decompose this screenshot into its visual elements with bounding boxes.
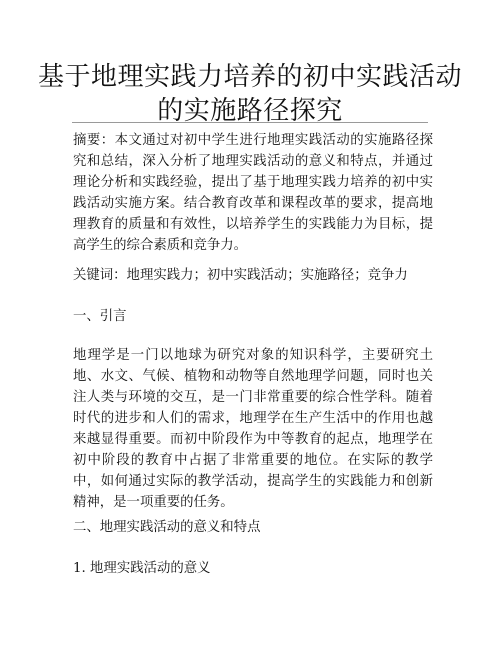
- introduction-paragraph: 地理学是一门以地球为研究对象的知识科学，主要研究土地、水文、气候、植物和动物等自然地理学问题，同时也关注人类与环境的交互，是一门非常重要的综合性学科。随着时代的进步和人们的需求，地理学在生产生活中的作用也越来越显得重要。而初中阶段作为中等教育的起点，地理学在初中阶段的教育中占据了非常重要的地位。在实际的教学中，如何通过实际的教学活动，提高学生的实践能力和创新精神，是一项重要的任务。: [73, 348, 433, 510]
- section-heading-meaning: 二、地理实践活动的意义和特点: [73, 520, 261, 535]
- abstract-paragraph: 摘要：本文通过对初中学生进行地理实践活动的实施路径探究和总结，深入分析了地理实践活动的意义和特点，并通过理论分析和实践经验，提出了基于地理实践力培养的初中实践活动实施方案。结合教育改革和课程改革的要求，提高地理教育的质量和有效性，以培养学生的实践能力为目标，提高学生的综合素质和竞争力。: [73, 133, 433, 253]
- document-title: 基于地理实践力培养的初中实践活动的实施路径探究: [37, 62, 462, 126]
- subsection-heading-meaning: 1. 地理实践活动的意义: [73, 561, 211, 576]
- title-divider: [72, 122, 428, 123]
- keywords-line: 关键词：地理实践力；初中实践活动；实施路径；竞争力: [73, 268, 408, 283]
- section-heading-introduction: 一、引言: [73, 309, 127, 324]
